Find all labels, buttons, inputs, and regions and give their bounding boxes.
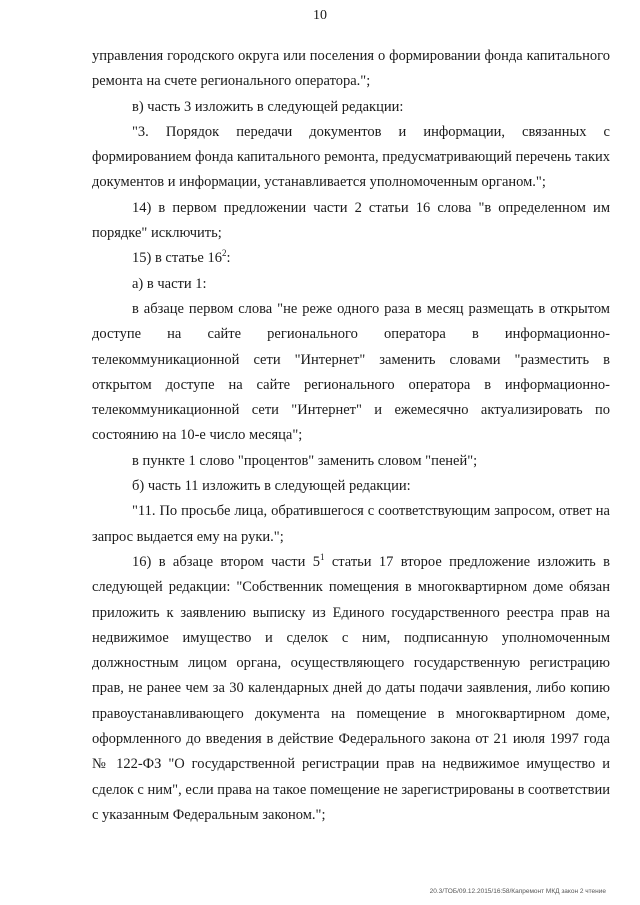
- paragraph: 14) в первом предложении части 2 статьи 16 слова "в определенном им порядке" исключить;: [92, 199, 610, 242]
- footer-label: 20.3/ТОБ/09.12.2015/16:58/Капремонт МКД закон 2 чтение: [429, 888, 606, 895]
- document-body: [92, 44, 610, 828]
- superscript: 1: [319, 551, 325, 562]
- paragraph: а) в части 1:: [132, 275, 207, 292]
- paragraph: в) часть 3 изложить в следующей редакции:: [132, 98, 404, 115]
- paragraph-text: :: [226, 250, 231, 267]
- paragraph: "3. Порядок передачи документов и информации, связанных с формированием фонда капитального ремонта, предусматривающий перечень таких документов и информации, устанавливается уполномоченным органом.";: [92, 123, 610, 191]
- paragraph: б) часть 11 изложить в следующей редакции:: [132, 478, 411, 495]
- paragraph: [92, 550, 610, 828]
- superscript: 2: [221, 248, 227, 259]
- paragraph: управления городского округа или поселения о формировании фонда капитального ремонта на счете регионального оператора.";: [92, 48, 610, 90]
- paragraph-text: 15) в статье 16: [132, 250, 222, 267]
- paragraph: в пункте 1 слово "процентов" заменить словом "пеней";: [132, 452, 478, 469]
- paragraph: [92, 246, 610, 271]
- page-number: 10: [313, 8, 327, 23]
- paragraph: в абзаце первом слова "не реже одного раза в месяц размещать в открытом доступе на сайте регионального оператора в информационно-телекоммуникационной сети "Интернет" заменить словами "разместить в открытом доступе на сайте регионального оператора в информационно-телекоммуникационной сети "Интернет" и ежемесячно актуализировать по состоянию на 10-е число месяца";: [92, 300, 610, 444]
- paragraph-text: 16) в абзаце втором части 5: [132, 553, 320, 570]
- paragraph: "11. По просьбе лица, обратившегося с соответствующим запросом, ответ на запрос выдается ему на руки.";: [92, 503, 610, 545]
- paragraph-text: статьи 17 второе предложение изложить в следующей редакции: "Собственник помещения в многоквартирном доме обязан приложить к заявлению выписку из Единого государственного реестра прав на недвижимое имущество и сделок с ним, подписанную уполномоченным должностным лицом органа, осуществляющего государственную регистрацию прав, не ранее чем за 30 календарных дней до даты подачи заявления, либо копию правоустанавливающего документа на помещение в многоквартирном доме, оформленного до введения в действие Федерального закона от 21 июля 1997 года № 122-ФЗ "О государственной регистрации прав на недвижимое имущество и сделок с ним", если права на такое помещение не зарегистрированы в соответствии с указанным Федеральным законом.";: [92, 553, 611, 823]
